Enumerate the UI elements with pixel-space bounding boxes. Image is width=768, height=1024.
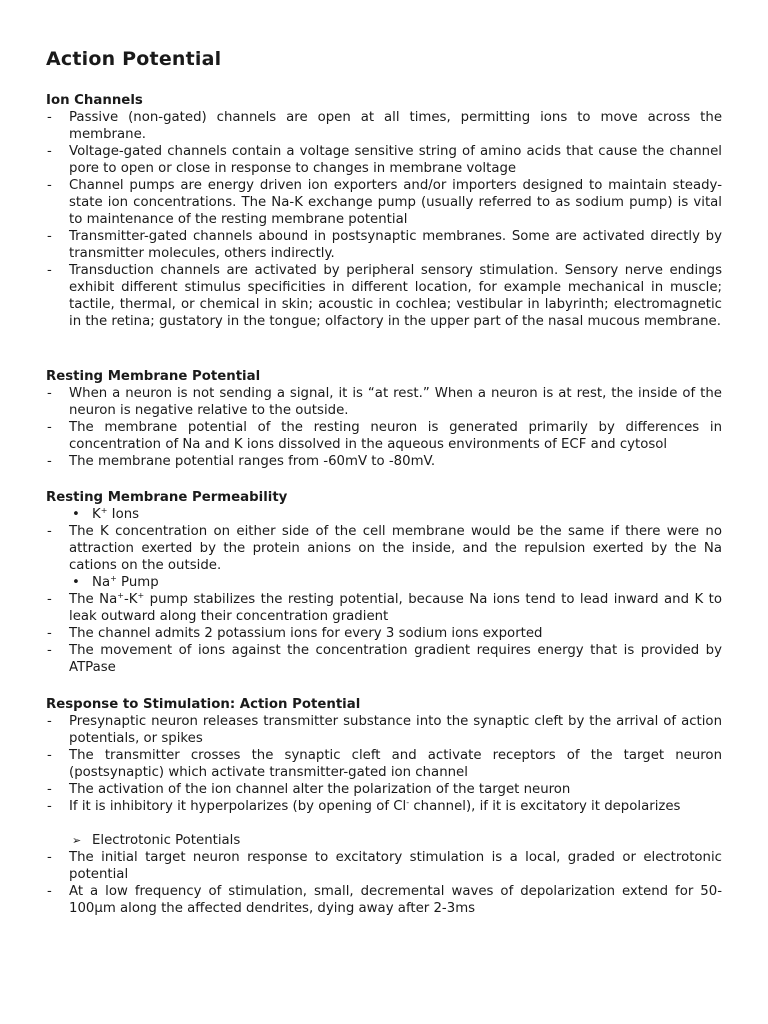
arrow-bullet-item: ➢ Electrotonic Potentials	[46, 832, 722, 849]
list-item: - The membrane potential of the resting neuron is generated primarily by differences in concentration of Na and K ions dissolved in the aqueous environments of ECF and cytosol	[46, 419, 722, 453]
list-item: - Passive (non-gated) channels are open at all times, permitting ions to move across the membrane.	[46, 109, 722, 143]
page-title: Action Potential	[46, 48, 222, 70]
section-ion-channels	[46, 92, 722, 330]
list-item: - Voltage-gated channels contain a voltage sensitive string of amino acids that cause the channel pore to open or close in response to changes in membrane voltage	[46, 143, 722, 177]
list-item: - The transmitter crosses the synaptic cleft and activate receptors of the target neuron (postsynaptic) which activate transmitter-gated ion channel	[46, 747, 722, 781]
list-item: - Transmitter-gated channels abound in postsynaptic membranes. Some are activated directly by transmitter molecules, others indirectly.	[46, 228, 722, 262]
list-item: - The Na+-K+ pump stabilizes the resting potential, because Na ions tend to lead inward and K to leak outward along their concentration gradient	[46, 591, 722, 625]
section-resting-potential	[46, 368, 722, 470]
section-stimulation	[46, 696, 722, 917]
list-item: - Presynaptic neuron releases transmitter substance into the synaptic cleft by the arrival of action potentials, or spikes	[46, 713, 722, 747]
list-item: - At a low frequency of stimulation, small, decremental waves of depolarization extend for 50-100µm along the affected dendrites, dying away after 2-3ms	[46, 883, 722, 917]
section-heading: Ion Channels	[46, 93, 143, 108]
list-item: - The movement of ions against the concentration gradient requires energy that is provided by ATPase	[46, 642, 722, 676]
list-item: - When a neuron is not sending a signal, it is “at rest.” When a neuron is at rest, the inside of the neuron is negative relative to the outside.	[46, 385, 722, 419]
section-heading: Resting Membrane Potential	[46, 369, 261, 384]
list-item: - The activation of the ion channel alter the polarization of the target neuron	[46, 781, 722, 798]
list-item: - Channel pumps are energy driven ion exporters and/or importers designed to maintain steady-state ion concentrations. The Na-K exchange pump (usually referred to as sodium pump) is vital to maintenance of the resting membrane potential	[46, 177, 722, 228]
list-item: - The channel admits 2 potassium ions for every 3 sodium ions exported	[46, 625, 722, 642]
section-heading: Response to Stimulation: Action Potential	[46, 697, 361, 712]
bullet-item: • Na+ Pump	[46, 574, 722, 591]
section-permeability	[46, 489, 722, 676]
section-heading: Resting Membrane Permeability	[46, 490, 288, 505]
list-item: - The membrane potential ranges from -60mV to -80mV.	[46, 453, 722, 470]
list-item: - If it is inhibitory it hyperpolarizes (by opening of Cl- channel), if it is excitatory it depolarizes	[46, 798, 722, 815]
list-item: - The K concentration on either side of the cell membrane would be the same if there were no attraction exerted by the protein anions on the inside, and the repulsion exerted by the Na cations on the outside.	[46, 523, 722, 574]
list-item: - Transduction channels are activated by peripheral sensory stimulation. Sensory nerve endings exhibit different stimulus specificities in different location, for example mechanical in muscle; tactile, thermal, or chemical in skin; acoustic in cochlea; vestibular in labyrinth; electromagnetic in the retina; gustatory in the tongue; olfactory in the upper part of the nasal mucous membrane.	[46, 262, 722, 330]
list-item: - The initial target neuron response to excitatory stimulation is a local, graded or electrotonic potential	[46, 849, 722, 883]
bullet-item: • K+ Ions	[46, 506, 722, 523]
